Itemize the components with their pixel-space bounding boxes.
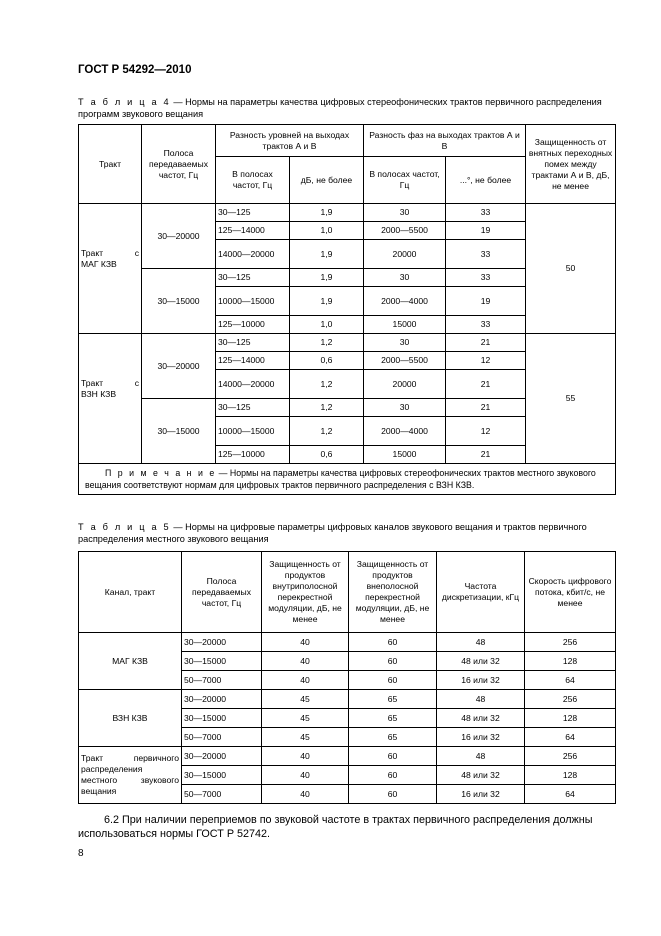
intra-cell: 45 [262, 709, 349, 728]
extra-cell: 65 [349, 728, 437, 747]
phase-freq-cell: 2000—4000 [364, 417, 446, 446]
table-row [79, 690, 616, 709]
rate-cell: 48 [437, 747, 525, 766]
document-header: ГОСТ Р 54292—2010 [78, 64, 192, 76]
intra-cell: 45 [262, 690, 349, 709]
phase-freq-cell: 30 [364, 334, 446, 352]
freq-band-cell: 10000—15000 [216, 417, 290, 446]
extra-cell: 60 [349, 671, 437, 690]
freq-band-cell: 30—125 [216, 204, 290, 222]
protection-cell: 55 [526, 334, 616, 464]
speed-cell: 64 [525, 671, 616, 690]
table-note-row [79, 464, 616, 495]
phase-deg-cell: 33 [446, 204, 526, 222]
table4-note [79, 464, 616, 495]
t4-header-phase-diff: Разность фаз на выходах трактов А и В [364, 125, 526, 157]
band-cell: 50—7000 [182, 728, 262, 747]
page-number: 8 [78, 848, 84, 859]
phase-deg-cell: 21 [446, 334, 526, 352]
table5 [78, 551, 616, 804]
phase-freq-cell: 15000 [364, 446, 446, 464]
speed-cell: 128 [525, 766, 616, 785]
rate-cell: 48 [437, 690, 525, 709]
freq-band-cell: 30—125 [216, 399, 290, 417]
trakt-type: МАГ КЗВ [81, 259, 117, 269]
rate-cell: 48 или 32 [437, 766, 525, 785]
extra-cell: 60 [349, 785, 437, 804]
rate-cell: 16 или 32 [437, 671, 525, 690]
rate-cell: 48 [437, 633, 525, 652]
phase-deg-cell: 33 [446, 269, 526, 287]
table5-caption [78, 521, 618, 545]
band-cell: 50—7000 [182, 785, 262, 804]
band-cell: 30—15000 [142, 269, 216, 334]
rate-cell: 16 или 32 [437, 728, 525, 747]
speed-cell: 256 [525, 633, 616, 652]
phase-deg-cell: 33 [446, 316, 526, 334]
table4 [78, 124, 616, 495]
phase-freq-cell: 20000 [364, 370, 446, 399]
extra-cell: 60 [349, 747, 437, 766]
table5-caption-prefix: Т а б л и ц а 5 [78, 522, 171, 532]
phase-freq-cell: 30 [364, 204, 446, 222]
phase-deg-cell: 21 [446, 399, 526, 417]
t5-header-band: Полоса передаваемых частот, Гц [182, 552, 262, 633]
level-db-cell: 1,0 [290, 222, 364, 240]
table4-caption-text: — Нормы на параметры качества цифровых стереофонических трактов первичного распределения программ звукового вещания [78, 97, 602, 119]
freq-band-cell: 14000—20000 [216, 240, 290, 269]
phase-freq-cell: 20000 [364, 240, 446, 269]
phase-freq-cell: 30 [364, 269, 446, 287]
note-prefix: П р и м е ч а н и е [105, 468, 217, 478]
trakt-label: Тракт [81, 248, 104, 258]
rate-cell: 16 или 32 [437, 785, 525, 804]
intra-cell: 40 [262, 785, 349, 804]
rate-cell: 48 или 32 [437, 652, 525, 671]
band-cell: 30—15000 [182, 652, 262, 671]
channel-cell: ВЗН КЗВ [79, 690, 182, 747]
table-row [79, 747, 616, 766]
band-cell: 30—15000 [182, 766, 262, 785]
level-db-cell: 0,6 [290, 352, 364, 370]
intra-cell: 40 [262, 747, 349, 766]
band-cell: 30—20000 [142, 334, 216, 399]
level-db-cell: 1,9 [290, 287, 364, 316]
speed-cell: 64 [525, 728, 616, 747]
intra-cell: 40 [262, 671, 349, 690]
band-cell: 30—20000 [182, 690, 262, 709]
phase-deg-cell: 21 [446, 370, 526, 399]
freq-band-cell: 125—14000 [216, 352, 290, 370]
extra-cell: 60 [349, 633, 437, 652]
phase-freq-cell: 2000—4000 [364, 287, 446, 316]
level-db-cell: 1,9 [290, 269, 364, 287]
table-row [79, 334, 616, 352]
t4-header-trakt: Тракт [79, 125, 142, 204]
extra-cell: 60 [349, 766, 437, 785]
freq-band-cell: 10000—15000 [216, 287, 290, 316]
phase-deg-cell: 12 [446, 352, 526, 370]
t5-header-speed: Скорость цифрового потока, кбит/с, не менее [525, 552, 616, 633]
t4-subheader-deg: ...°, не более [446, 157, 526, 204]
t5-header-rate: Частота дискретизации, кГц [437, 552, 525, 633]
rate-cell: 48 или 32 [437, 709, 525, 728]
trakt-cell [79, 204, 142, 334]
freq-band-cell: 14000—20000 [216, 370, 290, 399]
trakt-type: ВЗН КЗВ [81, 389, 117, 399]
t4-subheader-band1: В полосах частот, Гц [216, 157, 290, 204]
t4-header-level-diff: Разность уровней на выходах трактов А и В [216, 125, 364, 157]
intra-cell: 40 [262, 766, 349, 785]
trakt-preposition: с [134, 248, 139, 258]
freq-band-cell: 125—14000 [216, 222, 290, 240]
band-cell: 30—15000 [182, 709, 262, 728]
level-db-cell: 1,2 [290, 334, 364, 352]
trakt-cell [79, 334, 142, 464]
level-db-cell: 1,2 [290, 370, 364, 399]
t4-header-band: Полоса передаваемых частот, Гц [142, 125, 216, 204]
level-db-cell: 1,2 [290, 417, 364, 446]
t5-header-intra: Защищенность от продуктов внутриполосной перекрестной модуляции, дБ, не менее [262, 552, 349, 633]
band-cell: 30—20000 [182, 747, 262, 766]
speed-cell: 64 [525, 785, 616, 804]
level-db-cell: 0,6 [290, 446, 364, 464]
t5-header-extra: Защищенность от продуктов внеполосной перекрестной модуляции, дБ, не менее [349, 552, 437, 633]
t5-header-channel: Канал, тракт [79, 552, 182, 633]
band-cell: 30—20000 [142, 204, 216, 269]
intra-cell: 40 [262, 633, 349, 652]
freq-band-cell: 125—10000 [216, 446, 290, 464]
table4-caption-prefix: Т а б л и ц а 4 [78, 97, 171, 107]
freq-band-cell: 125—10000 [216, 316, 290, 334]
table-row [79, 204, 616, 222]
freq-band-cell: 30—125 [216, 334, 290, 352]
level-db-cell: 1,2 [290, 399, 364, 417]
phase-deg-cell: 12 [446, 417, 526, 446]
trakt-label-line [81, 378, 139, 389]
trakt-label-line [81, 248, 139, 259]
phase-freq-cell: 2000—5500 [364, 352, 446, 370]
phase-freq-cell: 30 [364, 399, 446, 417]
trakt-label: Тракт [81, 378, 104, 388]
channel-cell: МАГ КЗВ [79, 633, 182, 690]
phase-deg-cell: 19 [446, 287, 526, 316]
intra-cell: 45 [262, 728, 349, 747]
freq-band-cell: 30—125 [216, 269, 290, 287]
table5-caption-text: — Нормы на цифровые параметры цифровых каналов звукового вещания и трактов первичного распределения местного звукового вещания [78, 522, 587, 544]
phase-freq-cell: 2000—5500 [364, 222, 446, 240]
band-cell: 30—15000 [142, 399, 216, 464]
phase-deg-cell: 33 [446, 240, 526, 269]
paragraph-6-2: 6.2 При наличии переприемов по звуковой частоте в трактах первичного распределения должны использоваться нормы ГОСТ Р 52742. [78, 814, 593, 840]
channel-cell: Тракт первичного распределения местного звукового вещания [79, 747, 182, 804]
speed-cell: 128 [525, 709, 616, 728]
t4-subheader-db: дБ, не более [290, 157, 364, 204]
speed-cell: 256 [525, 690, 616, 709]
speed-cell: 256 [525, 747, 616, 766]
table-row [79, 633, 616, 652]
extra-cell: 60 [349, 652, 437, 671]
band-cell: 30—20000 [182, 633, 262, 652]
level-db-cell: 1,9 [290, 204, 364, 222]
level-db-cell: 1,9 [290, 240, 364, 269]
phase-freq-cell: 15000 [364, 316, 446, 334]
band-cell: 50—7000 [182, 671, 262, 690]
t4-header-protection: Защищенность от внятных переходных помех между трактами А и В, дБ, не менее [526, 125, 616, 204]
level-db-cell: 1,0 [290, 316, 364, 334]
trakt-preposition: с [134, 378, 139, 388]
protection-cell: 50 [526, 204, 616, 334]
extra-cell: 65 [349, 709, 437, 728]
table4-caption [78, 96, 618, 120]
intra-cell: 40 [262, 652, 349, 671]
note-text: — Нормы на параметры качества цифровых стереофонических трактов местного звукового вещания соответствуют нормам для цифровых трактов первичного распределения с ВЗН КЗВ. [85, 468, 596, 490]
t4-subheader-band2: В полосах частот, Гц [364, 157, 446, 204]
speed-cell: 128 [525, 652, 616, 671]
phase-deg-cell: 19 [446, 222, 526, 240]
phase-deg-cell: 21 [446, 446, 526, 464]
extra-cell: 65 [349, 690, 437, 709]
